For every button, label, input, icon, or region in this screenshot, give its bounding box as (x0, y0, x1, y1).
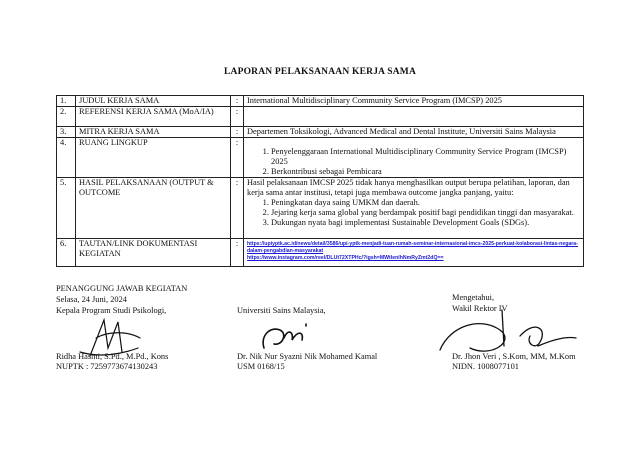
row-value: Departemen Toksikologi, Advanced Medical and Dental Institute, Universiti Sains Malaysia (244, 127, 584, 138)
scope-item: 1. Penyelenggaraan International Multidisciplinary Community Service Program (IMCSP) 2025 (271, 147, 580, 167)
middle-signer-name: Dr. Nik Nur Syazni Nik Mohamed Kamal (237, 352, 378, 361)
report-table (56, 95, 584, 267)
left-signer-role: Kepala Program Studi Psikologi, (56, 306, 167, 315)
outcome-intro: Hasil pelaksanaan IMCSP 2025 tidak hanya menghasilkan output berupa pelatihan, laporan, dan kerja sama antar institusi, tetapi juga membawa outcome jangka panjang, yaitu: (247, 178, 570, 197)
row-separator: : (231, 107, 244, 127)
signature-date: Selasa, 24 Juni, 2024 (56, 295, 127, 304)
row-separator: : (231, 127, 244, 138)
table-row (57, 127, 584, 138)
left-signer-name: Ridha Hasmi, S.Pd., M.Pd., Kons (56, 352, 169, 361)
right-signer-knowing: Mengetahui, (452, 293, 495, 302)
middle-signer-role: Universiti Sains Malaysia, (237, 306, 326, 315)
right-signature-icon (430, 300, 580, 362)
documentation-link[interactable]: https://upiyptk.ac.id/news/detail/3586/upi-yptk-menjadi-tuan-rumah-seminar-internasional-imcs-2025-perkuat-kolaborasi-lintas-negara-dalam-pengabdian-masyarakat (247, 241, 578, 254)
left-signer-id: NUPTK : 7259773674130243 (56, 362, 158, 371)
row-label: HASIL PELAKSANAAN (OUTPUT & OUTCOME (76, 178, 231, 239)
row-number: 6. (57, 239, 76, 267)
row-label: REFERENSI KERJA SAMA (MoA/IA) (76, 107, 231, 127)
table-row (57, 239, 584, 267)
left-signature-icon (60, 308, 150, 360)
row-label: JUDUL KERJA SAMA (76, 96, 231, 107)
outcome-item: 2. Jejaring kerja sama global yang berdampak positif bagi pendidikan tinggi dan masyarakat. (271, 208, 580, 218)
row-number: 2. (57, 107, 76, 127)
documentation-link[interactable]: https://www.instagram.com/reel/DLUt72XTPHc/?igsh=MWtlenlhNmRyZmt2dQ== (247, 255, 444, 261)
table-row (57, 107, 584, 127)
row-number: 5. (57, 178, 76, 239)
right-signer-name: Dr. Jhon Veri , S.Kom, MM, M.Kom (452, 352, 576, 361)
row-number: 1. (57, 96, 76, 107)
row-separator: : (231, 138, 244, 178)
row-value: International Multidisciplinary Community Service Program (IMCSP) 2025 (244, 96, 584, 107)
right-signer-id: NIDN. 1008077101 (452, 362, 519, 371)
outcome-item: 3. Dukungan nyata bagi implementasi Sustainable Development Goals (SDGs). (271, 218, 580, 228)
right-signer-role: Wakil Rektor IV (452, 304, 508, 313)
row-value (244, 107, 584, 127)
middle-signer-id: USM 0168/15 (237, 362, 285, 371)
page-title: LAPORAN PELAKSANAAN KERJA SAMA (223, 67, 417, 77)
row-separator: : (231, 178, 244, 239)
row-number: 4. (57, 138, 76, 178)
scope-item: 2. Berkontribusi sebagai Pembicara (271, 167, 580, 177)
middle-signature-icon (258, 318, 318, 354)
row-separator: : (231, 239, 244, 267)
row-separator: : (231, 96, 244, 107)
table-row (57, 96, 584, 107)
row-value (244, 239, 584, 267)
signature-header: PENANGGUNG JAWAB KEGIATAN (56, 284, 188, 293)
row-label: MITRA KERJA SAMA (76, 127, 231, 138)
table-row (57, 138, 584, 178)
outcome-item: 1. Peningkatan daya saing UMKM dan daerah. (271, 198, 580, 208)
row-value (244, 138, 584, 178)
row-label: TAUTAN/LINK DOKUMENTASI KEGIATAN (76, 239, 231, 267)
row-value (244, 178, 584, 239)
row-label: RUANG LINGKUP (76, 138, 231, 178)
table-row (57, 178, 584, 239)
row-number: 3. (57, 127, 76, 138)
